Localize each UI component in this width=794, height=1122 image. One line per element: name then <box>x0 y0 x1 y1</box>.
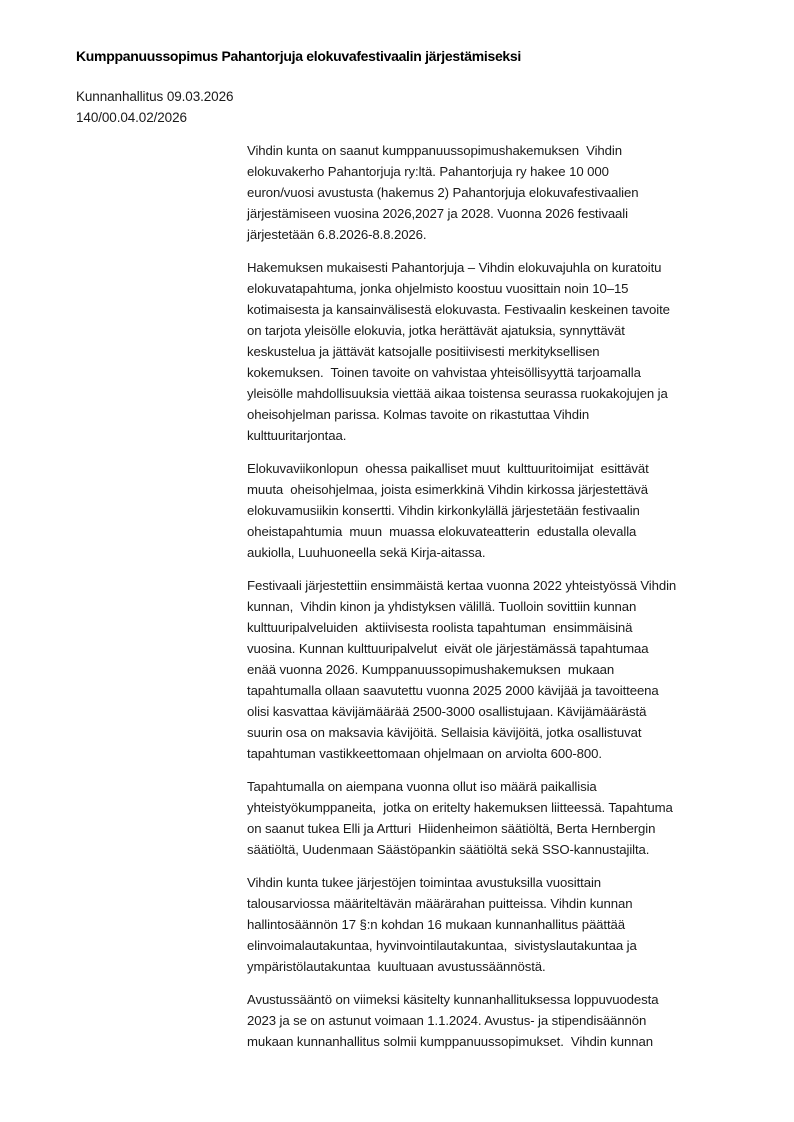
paragraph-municipal-support: Vihdin kunta tukee järjestöjen toimintaa avustuksilla vuosittain talousarviossa määriteltävän määrärahan puitteissa. Vihdin kunnan hallintosäännön 17 §:n kohdan 16 mukaan kunnanhallitus päättää elinvoimalautakuntaa, hyvinvointilautakuntaa, sivistyslautakuntaa ja ympäristölautakuntaa kuultuaan avustussäännöstä. <box>247 875 637 974</box>
paragraph-application-received: Vihdin kunta on saanut kumppanuussopimushakemuksen Vihdin elokuvakerho Pahantorjuja ry:ltä. Pahantorjuja ry hakee 10 000 euron/vuosi avustusta (hakemus 2) Pahantorjuja elokuvafestivaalien järjestämiseen vuosina 2026,2027 ja 2028. Vuonna 2026 festivaali järjestetään 6.8.2026-8.8.2026. <box>247 143 639 242</box>
document-meta <box>76 86 233 128</box>
document-body <box>247 140 747 1064</box>
paragraph-grant-rules: Avustussääntö on viimeksi käsitelty kunnanhallituksessa loppuvuodesta 2023 ja se on astunut voimaan 1.1.2024. Avustus- ja stipendisäännön mukaan kunnanhallitus solmii kumppanuussopimukset. Vihdin kunnan <box>247 992 659 1049</box>
meta-diary-number: 140/00.04.02/2026 <box>76 110 187 125</box>
paragraph-side-programme: Elokuvaviikonlopun ohessa paikalliset muut kulttuuritoimijat esittävät muuta oheisohjelmaa, joista esimerkkinä Vihdin kirkossa järjestettävä elokuvamusiikin konsertti. Vihdin kirkonkylällä järjestetään festivaalin oheistapahtumia muun muassa elokuvateatterin edustalla olevalla aukiolla, Luuhuoneella sekä Kirja-aitassa. <box>247 461 649 560</box>
meta-committee-date: Kunnanhallitus 09.03.2026 <box>76 89 234 104</box>
paragraph-festival-goals: Hakemuksen mukaisesti Pahantorjuja – Vihdin elokuvajuhla on kuratoitu elokuvatapahtuma, jonka ohjelmisto koostuu vuosittain noin 10–15 kotimaisesta ja kansainvälisestä elokuvasta. Festivaalin keskeinen tavoite on tarjota yleisölle elokuvia, jotka herättävät ajatuksia, synnyttävät keskustelua ja jättävät katsojalle positiivisesti merkityksellisen kokemuksen. Toinen tavoite on vahvistaa yhteisöllisyyttä tarjoamalla yleisölle mahdollisuuksia viettää aikaa toistensa seurassa ruokakojujen ja oheisohjelman parissa. Kolmas tavoite on rikastuttaa Vihdin kulttuuritarjontaa. <box>247 260 670 443</box>
document-title: Kumppanuussopimus Pahantorjuja elokuvafestivaalin järjestämiseksi <box>76 48 521 64</box>
paragraph-partners-and-funding: Tapahtumalla on aiempana vuonna ollut iso määrä paikallisia yhteistyökumppaneita, jotka on eritelty hakemuksen liitteessä. Tapahtuma on saanut tukea Elli ja Artturi Hiidenheimon säätiöltä, Berta Hernbergin säätiöltä, Uudenmaan Säästöpankin säätiöltä sekä SSO-kannustajilta. <box>247 779 673 857</box>
paragraph-festival-history: Festivaali järjestettiin ensimmäistä kertaa vuonna 2022 yhteistyössä Vihdin kunnan, Vihdin kinon ja yhdistyksen välillä. Tuolloin sovittiin kunnan kulttuuripalveluiden aktiivisesta roolista tapahtuman ensimmäisinä vuosina. Kunnan kulttuuripalvelut eivät ole järjestämässä tapahtumaa enää vuonna 2026. Kumppanuussopimushakemuksen mukaan tapahtumalla ollaan saavutettu vuonna 2025 2000 kävijää ja tavoitteena olisi kasvattaa kävijämäärää 2500-3000 osallistujaan. Kävijämäärästä suurin osa on maksavia kävijöitä. Sellaisia kävijöitä, jotka osallistuvat tapahtuman vastikkeettomaan ohjelmaan on arviolta 600-800. <box>247 578 677 761</box>
